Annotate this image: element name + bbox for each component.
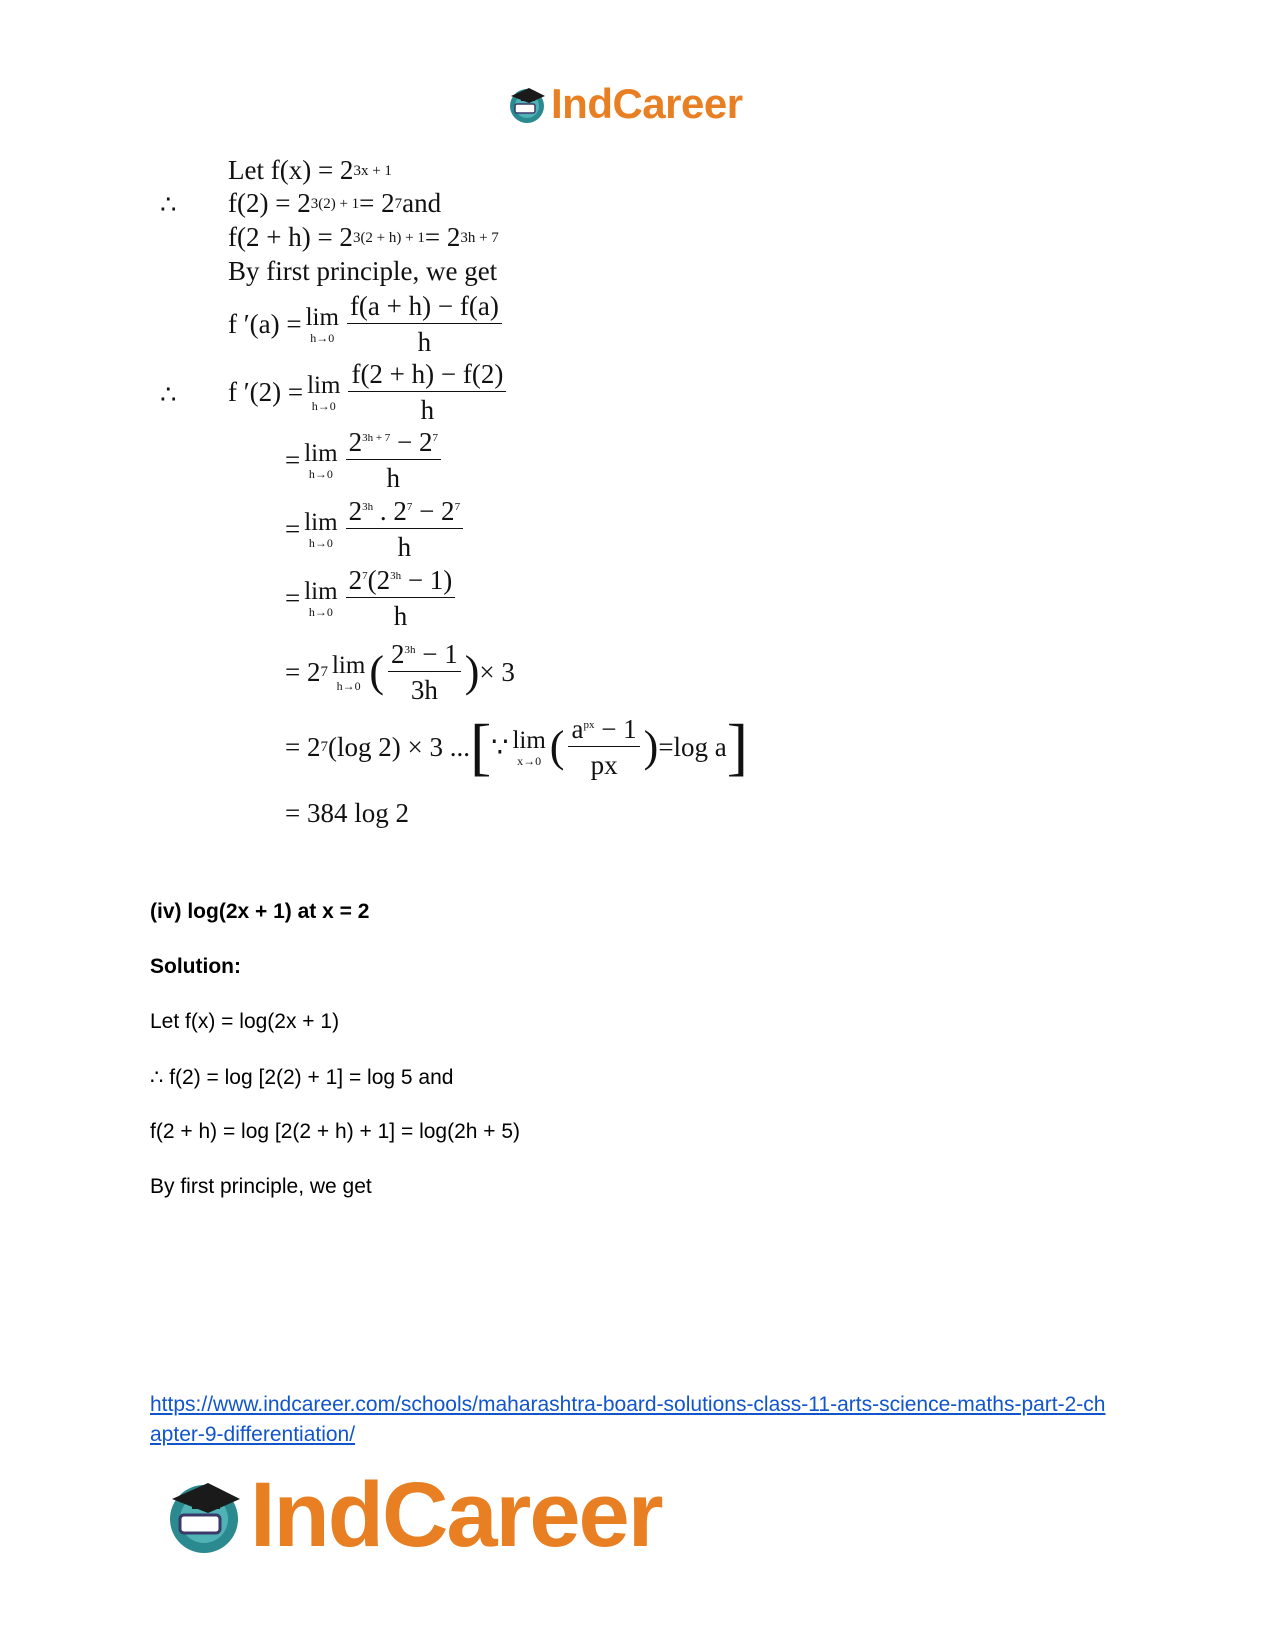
therefore-symbol: ∴ [160,380,177,409]
solution-line-4: By first principle, we get [150,1175,372,1198]
math-step-2: = lim h→0 $\frac{2^{3h} . 2^7 - 2^7}{h}$ [285,497,467,562]
math-line-first-principle: By first principle, we get [228,256,498,286]
math-step-5: = 2 7 (log 2) × 3 ... [ ∵ lim x→0 ( $\frac{a^{px} - 1}{px}$ ) =log a ] [285,711,749,783]
footer-logo [160,1463,662,1566]
math-step-6: = 384 log 2 [285,798,409,828]
math-line-f2h: f(2 + h) = 2 3(2 + h) + 1 = 2 3h + 7 [228,222,499,252]
graduation-cap-globe-icon [160,1471,248,1559]
math-line-fprime-2: f ′(2) = lim h→0 $\frac{f(2 + h) - f(2)}{h}$ [228,360,510,425]
math-step-3: = lim h→0 $\frac{2^7(2^{3h} - 1)}{h}$ [285,566,459,631]
solution-line-1: Let f(x) = log(2x + 1) [150,1010,340,1033]
solution-line-2: ∴ f(2) = log [2(2) + 1] = log 5 and [150,1066,454,1089]
math-line-f2: f(2) = 2 3(2) + 1 = 2 7 and [228,188,442,218]
source-link[interactable]: https://www.indcareer.com/schools/maharashtra-board-solutions-class-11-arts-science-maths-part-2-chapter-9-differentiation/ [150,1393,1106,1446]
solution-line-3: f(2 + h) = log [2(2 + h) + 1] = log(2h + 5) [150,1120,521,1143]
solution-label: Solution: [150,955,241,978]
header-logo [505,80,743,128]
math-step-4: = 2 7 lim h→0 ( $\frac{2^{3h} - 1}{3h}$ ) × 3 [285,639,515,706]
math-derivation [160,150,760,880]
graduation-cap-globe-icon [505,82,549,126]
footer-logo-text: IndCareer [250,1463,662,1566]
therefore-symbol: ∴ [160,190,177,219]
math-line-let: Let f(x) = 2 3x + 1 [228,155,392,185]
math-line-fprime-a: f ′(a) = lim h→0 $\frac{f(a + h) - f(a)}{h}$ [228,292,506,357]
header-logo-text: IndCareer [551,80,743,127]
question-heading: (iv) log(2x + 1) at x = 2 [150,900,370,923]
math-step-1: = lim h→0 $\frac{2^{3h + 7} - 2^7}{h}$ [285,428,445,493]
